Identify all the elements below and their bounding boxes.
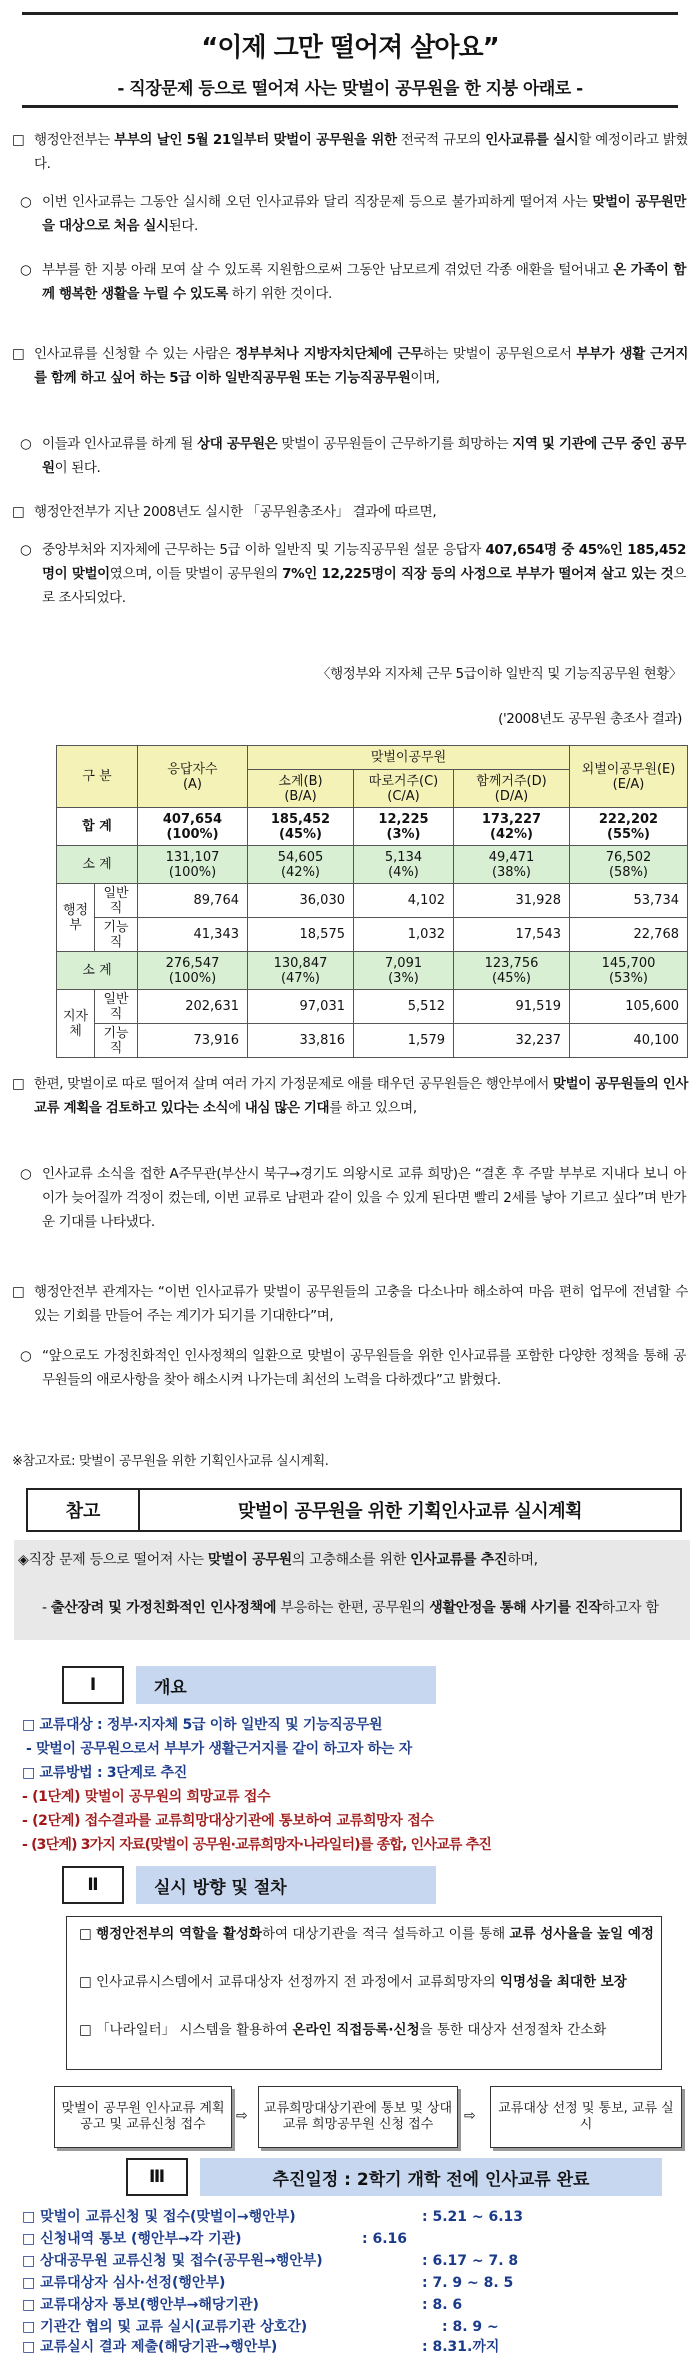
- text: 하기 위한 것이다.: [227, 286, 332, 302]
- cell: 1,579: [354, 1024, 454, 1058]
- text: 전국적 규모의: [396, 132, 486, 148]
- cell: 89,764: [138, 884, 248, 918]
- cell: 131,107 (100%): [138, 846, 248, 884]
- text-bold: 출산장려 및 가정친화적인 인사정책에: [50, 1600, 277, 1616]
- arrow-right-icon: ⇨: [236, 2108, 248, 2124]
- cell: 40,100: [570, 1024, 688, 1058]
- schedule-date: : 6.17 ~ 7. 8: [422, 2253, 519, 2269]
- table-row-gov-general: [57, 884, 688, 918]
- table-caption: 〈행정부와 지자체 근무 5급이하 일반직 및 기능직공무원 현황〉: [316, 666, 682, 682]
- reference-title: 맞벌이 공무원을 위한 기획인사교류 실시계획: [238, 1501, 582, 1522]
- arrow-right-icon: ⇨: [464, 2108, 476, 2124]
- cell: 53,734: [570, 884, 688, 918]
- header-respondents: 응답자수 (A): [138, 746, 248, 808]
- cell: 4,102: [354, 884, 454, 918]
- paragraph-2: [20, 190, 686, 238]
- schedule-date: : 8. 9 ~: [442, 2319, 499, 2335]
- direction-2: [79, 1971, 655, 1993]
- text: 부부를 한 지붕 아래 모여 살 수 있도록 지원함으로써 그동안 남모르게 겪었던 각종 애환을 털어내고: [42, 262, 614, 278]
- paragraph-9: [20, 1162, 686, 1234]
- cell: 5,134 (4%): [354, 846, 454, 884]
- bullet-marker: ○: [20, 436, 32, 452]
- bullet-marker: ○: [20, 194, 32, 210]
- cell: 7,091 (3%): [354, 952, 454, 990]
- text: 부응하는 한편, 공무원의: [276, 1600, 430, 1616]
- bullet-marker: □: [79, 1974, 92, 1990]
- paragraph-1: [12, 128, 688, 176]
- bullet-marker: □: [12, 1076, 25, 1092]
- direction-1: [79, 1923, 655, 1945]
- bullet-marker: □: [12, 504, 25, 520]
- cell: 173,227 (42%): [454, 808, 570, 846]
- paragraph-5: [20, 432, 686, 480]
- header-subtotal: 소계(B) (B/A): [248, 770, 354, 808]
- text: 에: [228, 1100, 245, 1116]
- text: 를 하고 있으며,: [329, 1100, 417, 1116]
- title-box: [22, 12, 678, 108]
- section-1-number: Ⅰ: [62, 1666, 124, 1704]
- direction-3: [79, 2019, 655, 2041]
- overview-line-4: - (1단계) 맞벌이 공무원의 희망교류 접수: [22, 1789, 271, 1805]
- bullet-marker: ○: [20, 1166, 32, 1182]
- text: ◈직장 문제 등으로 떨어져 사는: [18, 1552, 208, 1568]
- cell: 130,847 (47%): [248, 952, 354, 990]
- overview-line-3: □ 교류방법 : 3단계로 추진: [22, 1765, 187, 1781]
- overview-line-2: - 맞벌이 공무원으로서 부부가 생활근거지를 같이 하고자 하는 자: [26, 1741, 412, 1757]
- header-single-income: 외벌이공무원(E) (E/A): [570, 746, 688, 808]
- row-group-label: 행정부: [57, 884, 95, 952]
- cell: 33,816: [248, 1024, 354, 1058]
- text-bold: 맞벌이 공무원들의 인사교류 계획을 검토하고 있다는 소식: [34, 1076, 688, 1116]
- bullet-marker: □: [12, 132, 25, 148]
- text: 행정안전부는: [34, 132, 115, 148]
- header-group: 구 분: [57, 746, 138, 808]
- cell: 22,768: [570, 918, 688, 952]
- paragraph-7: [20, 538, 686, 610]
- row-label: 일반직: [95, 884, 138, 918]
- cell: 407,654 (100%): [138, 808, 248, 846]
- text: 중앙부처와 지자체에 근무하는 5급 이하 일반직 및 기능직공무원 설문 응답자: [42, 542, 486, 558]
- text: 된다.: [168, 218, 198, 234]
- table-row-local-subtotal: [57, 952, 688, 990]
- text-bold: 교류 성사율을 높일 예정: [509, 1926, 654, 1942]
- text-bold: 부부의 날인 5월 21일부터 맞벌이 공무원을 위한: [114, 132, 397, 148]
- bullet-marker: □: [12, 346, 25, 362]
- text: 인사교류시스템에서 교류대상자 선정까지 전 과정에서 교류희망자의: [96, 1974, 500, 1990]
- bullet-marker: □: [79, 2022, 92, 2038]
- header-apart: 따로거주(C) (C/A): [354, 770, 454, 808]
- text: 하며,: [507, 1552, 538, 1568]
- schedule-date: : 5.21 ~ 6.13: [422, 2209, 524, 2225]
- cell: 97,031: [248, 990, 354, 1024]
- intro-line-1: [18, 1548, 684, 1572]
- paragraph-3: [20, 258, 686, 306]
- text: 였으며, 이들 맞벌이 공무원의: [109, 566, 283, 582]
- step-box-3: 교류대상 선정 및 통보, 교류 실시: [490, 2086, 682, 2148]
- cell: 185,452 (45%): [248, 808, 354, 846]
- text: 하고자 함: [601, 1600, 659, 1616]
- cell: 222,202 (55%): [570, 808, 688, 846]
- section-2-number: Ⅱ: [62, 1866, 124, 1904]
- cell: 32,237: [454, 1024, 570, 1058]
- schedule-item: □ 교류실시 결과 제출(해당기관→행안부): [22, 2339, 278, 2355]
- schedule-item: □ 맞벌이 교류신청 및 접수(맞벌이→행안부): [22, 2209, 296, 2225]
- reference-label: 참고: [28, 1490, 140, 1530]
- text: 이며,: [410, 370, 440, 386]
- text-bold: 익명성을 최대한 보장: [500, 1974, 627, 1990]
- schedule-date: : 7. 9 ~ 8. 5: [422, 2275, 514, 2291]
- cell: 76,502 (58%): [570, 846, 688, 884]
- intro-line-2: [42, 1596, 682, 1620]
- row-group-label: 지자체: [57, 990, 95, 1058]
- schedule-item: □ 교류대상자 심사·선정(행안부): [22, 2275, 226, 2291]
- document-title: “이제 그만 떨어져 살아요”: [201, 33, 499, 63]
- text: 하여 대상기관을 적극 설득하고 이를 통해: [261, 1926, 510, 1942]
- schedule-item: □ 상대공무원 교류신청 및 접수(공무원→행안부): [22, 2253, 323, 2269]
- bullet-marker: □: [79, 1926, 92, 1942]
- paragraph-4: [12, 342, 688, 390]
- cell: 1,032: [354, 918, 454, 952]
- text-bold: 행정안전부의 역할을 활성화: [96, 1926, 262, 1942]
- text: 을 통한 대상자 선정절차 간소화: [419, 2022, 607, 2038]
- overview-line-6: - (3단계) 3가지 자료(맞벌이 공무원·교류희망자·나라일터)를 종합, 인사교류 추진: [22, 1837, 492, 1853]
- cell: 276,547 (100%): [138, 952, 248, 990]
- statistics-table: [56, 745, 688, 1058]
- text: 할 예정이라고 밝혔다.: [34, 132, 688, 172]
- text-bold: 온 가족이 함께 행복한 생활을 누릴 수 있도록: [42, 262, 686, 302]
- cell: 91,519: [454, 990, 570, 1024]
- text: 맞벌이 공무원들이 근무하기를 희망하는: [277, 436, 513, 452]
- text-bold: 지역 및 기관에 근무 중인 공무원: [42, 436, 686, 476]
- table-row-local-general: [57, 990, 688, 1024]
- cell: 73,916: [138, 1024, 248, 1058]
- bullet-marker: ○: [20, 262, 32, 278]
- text-bold: 내심 많은 기대: [244, 1100, 330, 1116]
- text: “앞으로도 가정친화적인 인사정책의 일환으로 맞벌이 공무원들을 위한 인사교류를 포함한 다양한 정책을 통해 공무원들의 애로사항을 찾아 해소시켜 나가는데 최선의 노력을 다하겠다”고 밝혔다.: [42, 1348, 686, 1388]
- cell: 18,575: [248, 918, 354, 952]
- cell: 17,543: [454, 918, 570, 952]
- row-label: 소 계: [57, 952, 138, 990]
- cell: 123,756 (45%): [454, 952, 570, 990]
- paragraph-6: [12, 500, 688, 524]
- section-3-number: Ⅲ: [126, 2158, 188, 2196]
- text: 인사교류 소식을 접한 A주무관(부산시 북구→경기도 의왕시로 교류 희망)은 “결혼 후 주말 부부로 지내다 보니 아이가 늦어질까 걱정이 컸는데, 이번 교류로 남편과 같이 있을 수 있게 된다면 빨리 2세를 낳아 기르고 싶다”며 반가운 기대를 나타냈다.: [42, 1166, 686, 1230]
- section-3-title: 추진일정 : 2학기 개학 전에 인사교류 완료: [200, 2158, 662, 2196]
- table-row-gov-subtotal: [57, 846, 688, 884]
- table-row-local-tech: [57, 1024, 688, 1058]
- row-label: 기능직: [95, 918, 138, 952]
- schedule-row-7: [22, 2334, 499, 2360]
- schedule-date: : 6.16: [362, 2231, 408, 2247]
- paragraph-10: [12, 1280, 688, 1328]
- step-box-2: 교류희망대상기관에 통보 및 상대 교류 희망공무원 신청 접수: [258, 2086, 458, 2148]
- cell: 49,471 (38%): [454, 846, 570, 884]
- overview-line-5: - (2단계) 접수결과를 교류희망대상기관에 통보하여 교류희망자 접수: [22, 1813, 434, 1829]
- text: 하는 맞벌이 공무원으로서: [422, 346, 577, 362]
- table-row-gov-tech: [57, 918, 688, 952]
- text: 의 고충해소를 위한: [291, 1552, 411, 1568]
- text-bold: 온라인 직접등록·신청: [292, 2022, 420, 2038]
- text: 이들과 인사교류를 하게 될: [42, 436, 198, 452]
- cell: 5,512: [354, 990, 454, 1024]
- text: 이번 인사교류는 그동안 실시해 오던 인사교류와 달리 직장문제 등으로 불가피하게 떨어져 사는: [42, 194, 593, 210]
- directions-box: [66, 1916, 662, 2070]
- cell: 41,343: [138, 918, 248, 952]
- paragraph-8: [12, 1072, 688, 1120]
- text-bold: 정부부처나 지방자치단체에 근무: [235, 346, 423, 362]
- bullet-marker: ○: [20, 542, 32, 558]
- table-source: ('2008년도 공무원 총조사 결과): [498, 711, 682, 727]
- cell: 31,928: [454, 884, 570, 918]
- text: 「나라일터」 시스템을 활용하여: [96, 2022, 293, 2038]
- text-bold: 맞벌이 공무원: [207, 1552, 292, 1568]
- header-together: 함께거주(D) (D/A): [454, 770, 570, 808]
- text-bold: 상대 공무원은: [197, 436, 278, 452]
- text: 행정안전부 관계자는 “이번 인사교류가 맞벌이 공무원들의 고충을 다소나마 해소하여 마음 편히 업무에 전념할 수 있는 기회를 만들어 주는 계기가 되기를 기대한다”며,: [34, 1284, 688, 1324]
- text: 한편, 맞벌이로 따로 떨어져 살며 여러 가지 가정문제로 애를 태우던 공무원들은 행안부에서: [34, 1076, 553, 1092]
- text: -: [42, 1600, 51, 1616]
- text-bold: 생활안정을 통해 사기를 진작: [429, 1600, 602, 1616]
- text-bold: 7%인 12,225명이 직장 등의 사정으로 부부가 떨어져 살고 있는 것: [282, 566, 674, 582]
- section-2-title: 실시 방향 및 절차: [136, 1866, 436, 1904]
- text-bold: 인사교류를 추진: [410, 1552, 508, 1568]
- bullet-marker: □: [12, 1284, 25, 1300]
- schedule-item: □ 기관간 협의 및 교류 실시(교류기관 상호간): [22, 2319, 308, 2335]
- text: 이 된다.: [54, 460, 101, 476]
- cell: 145,700 (53%): [570, 952, 688, 990]
- document-subtitle: - 직장문제 등으로 떨어져 사는 맞벌이 공무원을 한 지붕 아래로 -: [117, 79, 583, 99]
- text-bold: 인사교류를 실시: [485, 132, 579, 148]
- text-bold: 407,654명 중 45%인 185,452명이 맞벌이: [42, 542, 686, 582]
- step-box-1: 맞벌이 공무원 인사교류 계획 공고 및 교류신청 접수: [54, 2086, 232, 2148]
- schedule-item: □ 교류대상자 통보(행안부→해당기관): [22, 2297, 259, 2313]
- text-bold: 부부가 생활 근거지를 함께 하고 싶어 하는 5급 이하 일반직공무원 또는 기능직공무원: [34, 346, 688, 386]
- section-1-title: 개요: [136, 1666, 436, 1704]
- paragraph-11: [20, 1344, 686, 1392]
- cell: 12,225 (3%): [354, 808, 454, 846]
- text: 으로 조사되었다.: [42, 566, 686, 606]
- row-label: 소 계: [57, 846, 138, 884]
- reference-note: ※참고자료: 맞벌이 공무원을 위한 기획인사교류 실시계획.: [12, 1454, 329, 1469]
- cell: 54,605 (42%): [248, 846, 354, 884]
- schedule-item: □ 신청내역 통보 (행안부→각 기관): [22, 2231, 242, 2247]
- header-dual-income: 맞벌이공무원: [248, 746, 570, 770]
- schedule-date: : 8.31.까지: [422, 2339, 500, 2355]
- text: 인사교류를 신청할 수 있는 사람은: [34, 346, 236, 362]
- cell: 105,600: [570, 990, 688, 1024]
- bullet-marker: ○: [20, 1348, 32, 1364]
- schedule-date: : 8. 6: [422, 2297, 463, 2313]
- text: 행정안전부가 지난 2008년도 실시한 「공무원총조사」 결과에 따르면,: [34, 504, 437, 520]
- row-label: 합 계: [57, 808, 138, 846]
- row-label: 일반직: [95, 990, 138, 1024]
- table-row-total: [57, 808, 688, 846]
- text-bold: 맞벌이 공무원만을 대상으로 처음 실시: [42, 194, 686, 234]
- overview-line-1: □ 교류대상 : 정부·지자체 5급 이하 일반직 및 기능직공무원: [22, 1717, 383, 1733]
- intro-box: [14, 1540, 690, 1640]
- reference-box: [26, 1488, 682, 1532]
- row-label: 기능직: [95, 1024, 138, 1058]
- cell: 36,030: [248, 884, 354, 918]
- cell: 202,631: [138, 990, 248, 1024]
